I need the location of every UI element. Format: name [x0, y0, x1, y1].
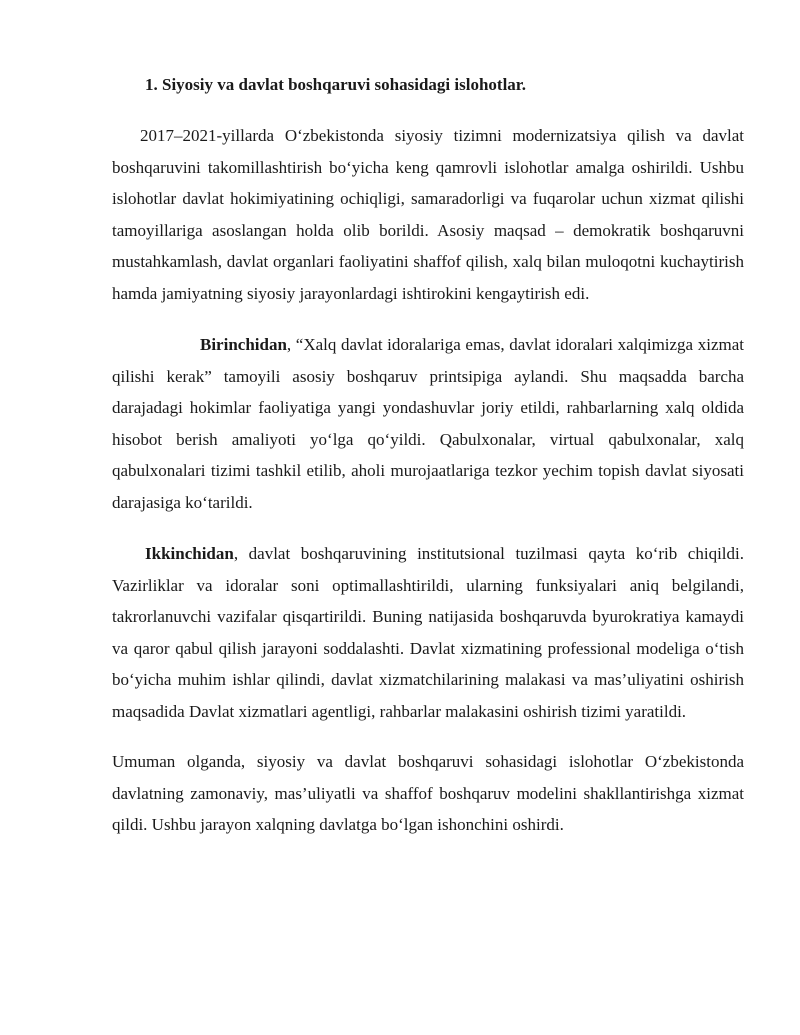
paragraph-second-point: [112, 538, 744, 727]
paragraph-second-text: , davlat boshqaruvining institutsional tuzilmasi qayta ko‘rib chiqildi. Vazirliklar va idoralar soni optimallashtirildi, ularning funksiyalari aniq belgilandi, takrorlanuvchi vazifalar qisqartirildi. Buning natijasida boshqaruvda byurokratiya kamaydi va qaror qabul qilish jarayoni soddalashti. Davlat xizmatining professional modeliga o‘tish bo‘yicha muhim ishlar qilindi, davlat xizmatchilarining malakasi va mas’uliyatini oshirish maqsadida Davlat xizmatlari agentligi, rahbarlar malakasini oshirish tizimi yaratildi.: [112, 544, 744, 721]
paragraph-first-lead: Birinchidan: [200, 335, 287, 354]
section-heading: 1. Siyosiy va davlat boshqaruvi sohasidagi islohotlar.: [145, 75, 527, 94]
document-page: [112, 72, 744, 841]
paragraph-second-lead: Ikkinchidan: [145, 544, 234, 563]
paragraph-conclusion: [112, 746, 744, 841]
paragraph-intro-text: 2017–2021-yillarda O‘zbekistonda siyosiy tizimni modernizatsiya qilish va davlat boshqaruvini takomillashtirish bo‘yicha keng qamrovli islohotlar amalga oshirildi. Ushbu islohotlar davlat hokimiyatining ochiqligi, samaradorligi va fuqarolar uchun xizmat qilishi tamoyillariga asoslangan holda olib borildi. Asosiy maqsad – demokratik boshqaruvni mustahkamlash, davlat organlari faoliyatini shaffof qilish, xalq bilan muloqotni kuchaytirish hamda jamiyatning siyosiy jarayonlardagi ishtirokini kengaytirish edi.: [112, 126, 744, 303]
paragraph-conclusion-text: Umuman olganda, siyosiy va davlat boshqaruvi sohasidagi islohotlar O‘zbekistonda davlatning zamonaviy, mas’uliyatli va shaffof boshqaruv modelini shakllantirishga xizmat qildi. Ushbu jarayon xalqning davlatga bo‘lgan ishonchini oshirdi.: [112, 752, 744, 834]
paragraph-intro: [112, 120, 744, 309]
paragraph-first-point: [112, 329, 744, 518]
paragraph-first-text: , “Xalq davlat idoralariga emas, davlat idoralari xalqimizga xizmat qilishi kerak” tamoyili asosiy boshqaruv printsipiga aylandi. Shu maqsadda barcha darajadagi hokimlar faoliyatiga yangi yondashuvlar joriy etildi, rahbarlarning xalq oldida hisobot berish amaliyoti yo‘lga qo‘yildi. Qabulxonalar, virtual qabulxonalar, xalq qabulxonalari tizimi tashkil etilib, aholi murojaatlariga tezkor yechim topish davlat siyosati darajasiga ko‘tarildi.: [112, 335, 744, 512]
